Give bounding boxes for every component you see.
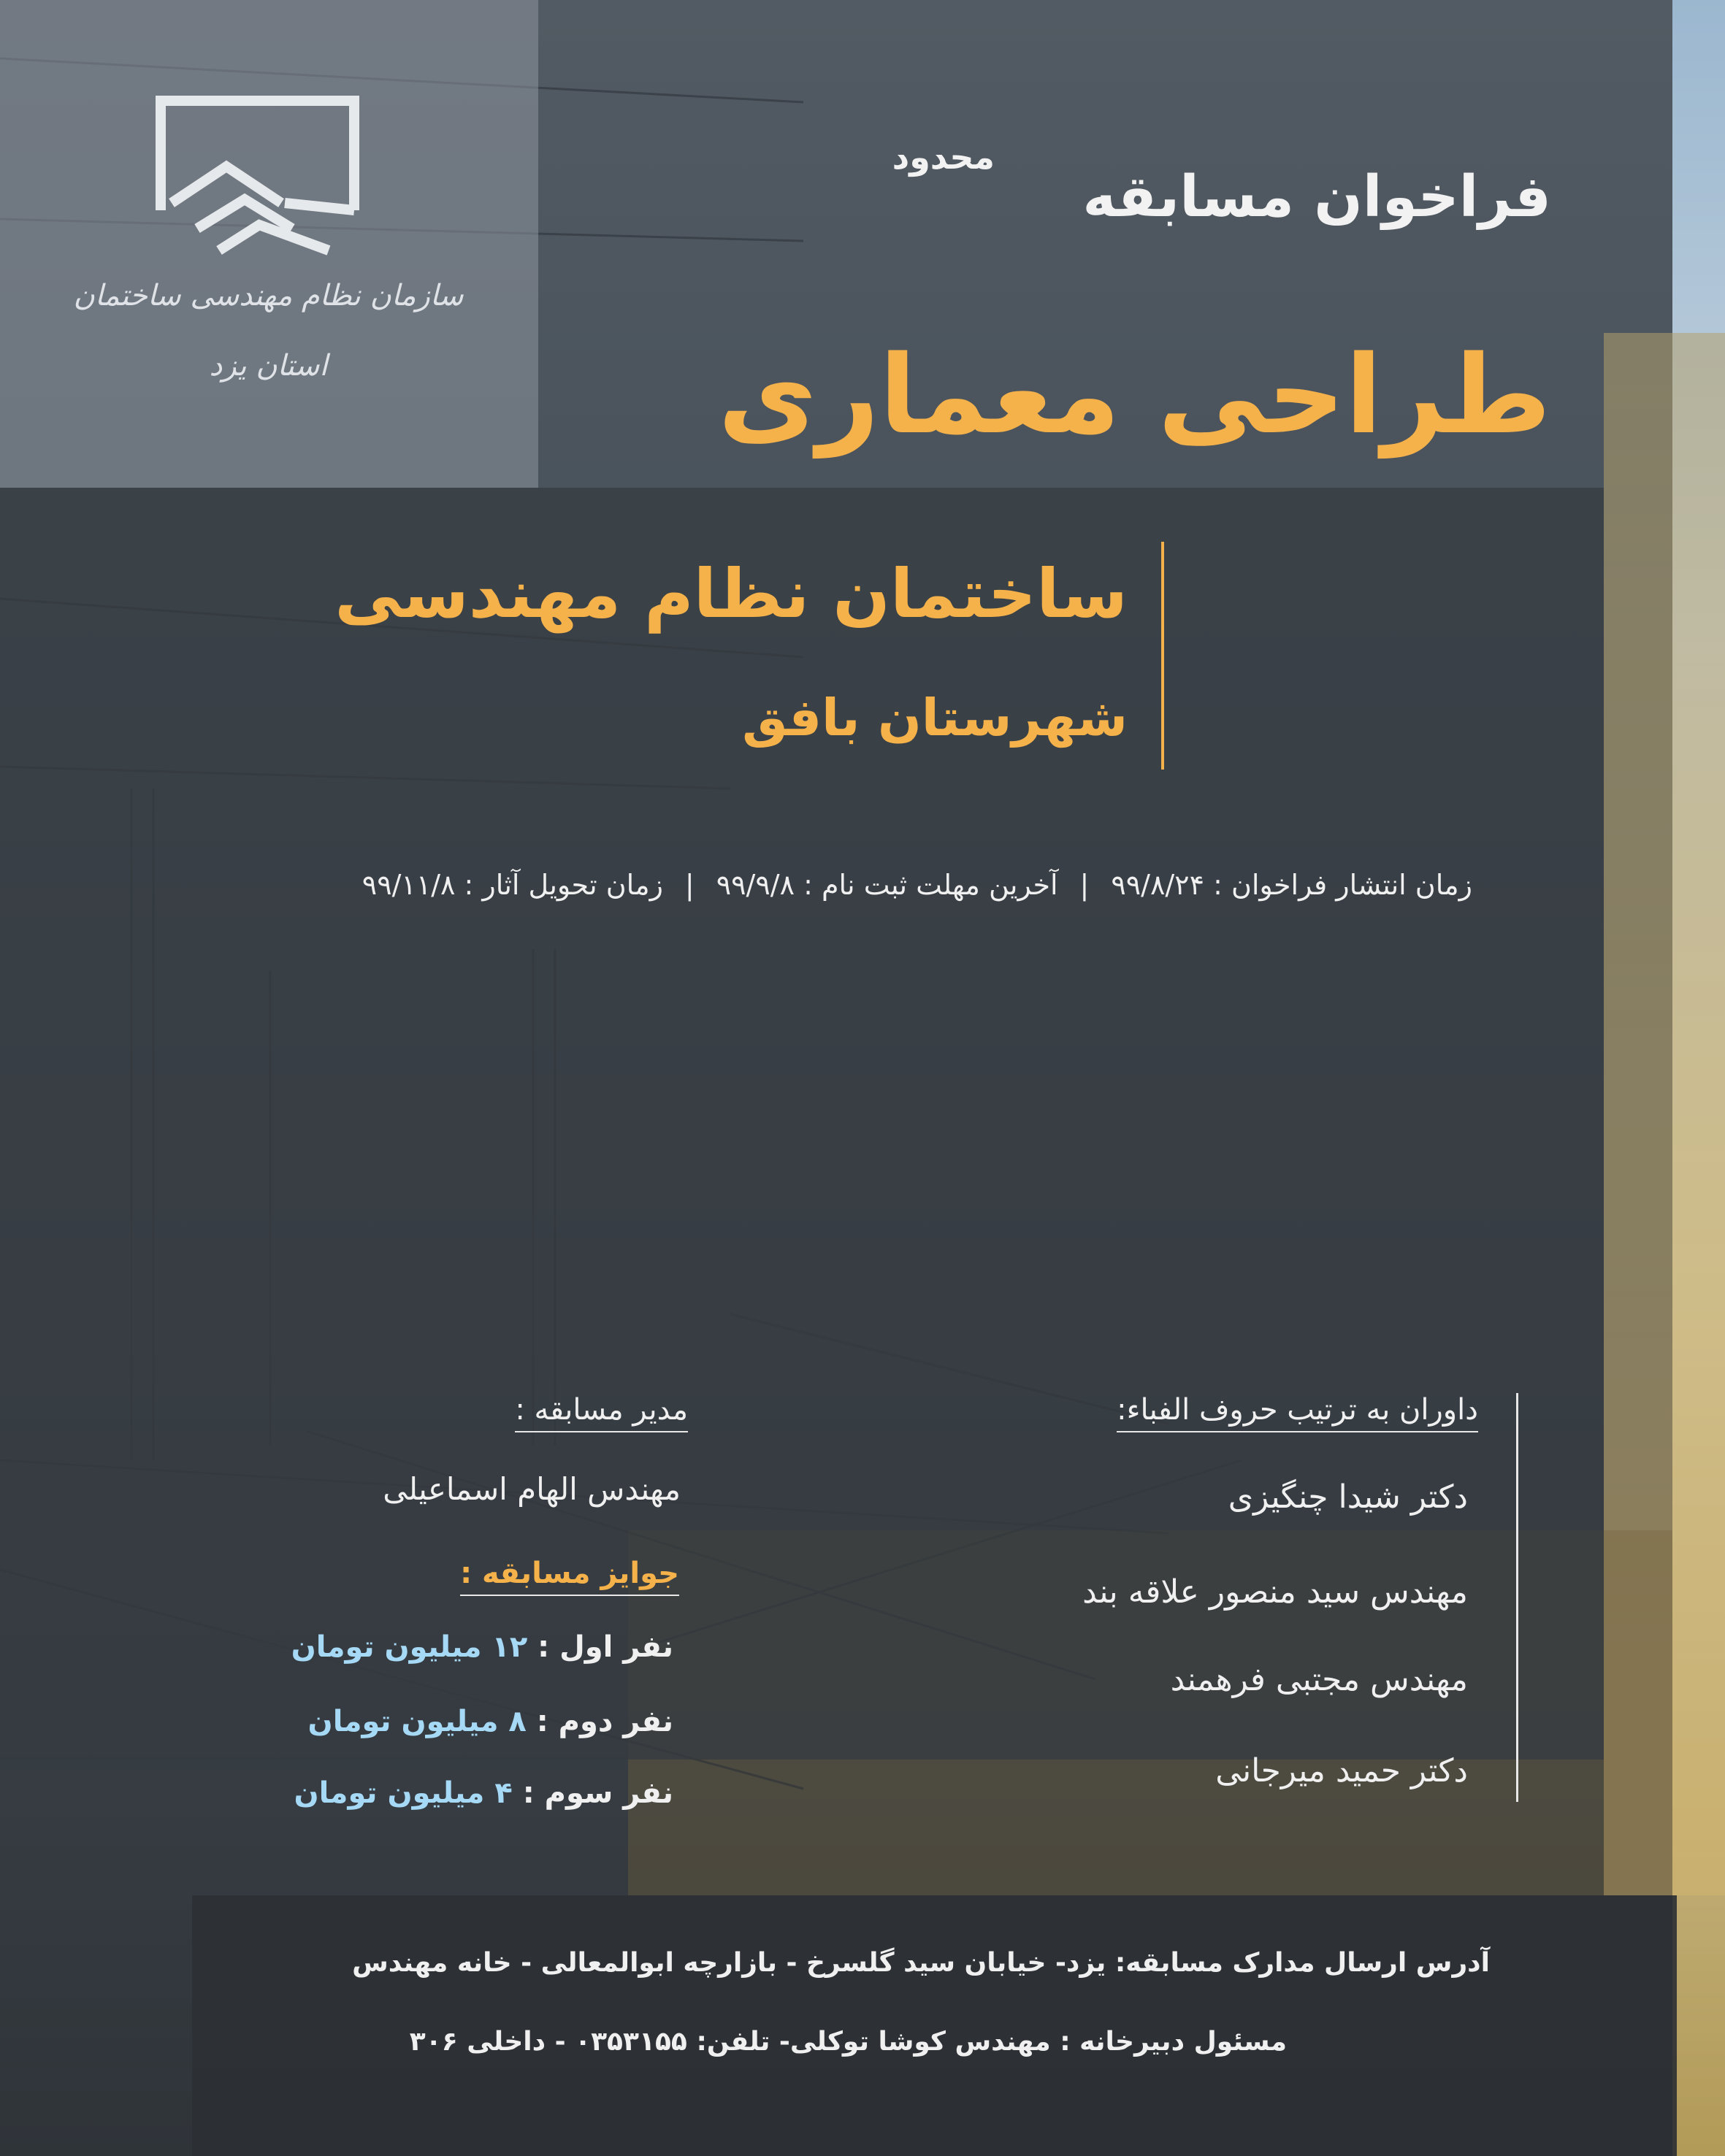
competition-call: فراخوان مسابقه	[1082, 164, 1551, 230]
house-logo-icon	[153, 93, 362, 258]
delivery-date: زمان تحویل آثار : ۹۹/۱۱/۸	[362, 869, 663, 901]
prize-rank: نفر اول :	[538, 1630, 673, 1664]
title-divider	[1161, 542, 1164, 770]
prize-second	[308, 1705, 673, 1738]
prize-rank: نفر سوم :	[522, 1776, 673, 1810]
dates-row	[362, 869, 1472, 901]
jury-member: مهندس سید منصور علاقه بند	[1082, 1573, 1468, 1611]
prize-amount: ۸ میلیون تومان	[307, 1705, 527, 1738]
subtitle-city: شهرستان بافق	[742, 688, 1128, 748]
prize-amount: ۱۲ میلیون تومان	[291, 1630, 528, 1664]
main-title: طراحی معماری	[718, 332, 1551, 458]
prize-rank: نفر دوم :	[536, 1705, 673, 1738]
footer-panel	[192, 1895, 1677, 2156]
jury-member: مهندس مجتبی فرهمند	[1170, 1661, 1468, 1698]
content-overlay	[0, 488, 1604, 1760]
subtitle-building: ساختمان نظام مهندسی	[334, 555, 1128, 633]
logo-province: استان یزد	[209, 349, 328, 383]
jury-heading: داوران به ترتیب حروف الفباء:	[1117, 1393, 1478, 1432]
prize-third	[294, 1776, 673, 1810]
manager-name: مهندس الهام اسماعیلی	[383, 1471, 681, 1507]
publish-date: زمان انتشار فراخوان : ۹۹/۸/۲۴	[1111, 869, 1472, 901]
logo-org-name: سازمان نظام مهندسی ساختمان	[73, 279, 464, 312]
secretariat-contact: مسئول دبیرخانه : مهندس کوشا توکلی- تلفن: ۰۳۵۳۱۵۵ - داخلی ۳۰۶	[409, 2027, 1287, 2057]
jury-member: دکتر شیدا چنگیزی	[1228, 1478, 1468, 1516]
date-separator: |	[1079, 869, 1090, 901]
submission-address: آدرس ارسال مدارک مسابقه: یزد- خیابان سید گلسرخ - بازارچه ابوالمعالی - خانه مهندس	[352, 1948, 1490, 1978]
prizes-heading: جوایز مسابقه :	[460, 1557, 679, 1596]
manager-heading: مدیر مسابقه :	[515, 1393, 688, 1432]
jury-divider	[1516, 1393, 1518, 1802]
jury-member: دکتر حمید میرجانی	[1215, 1752, 1468, 1789]
register-deadline: آخرین مهلت ثبت نام : ۹۹/۹/۸	[716, 869, 1058, 901]
prize-first	[291, 1630, 673, 1664]
prize-amount: ۴ میلیون تومان	[294, 1776, 513, 1810]
limited-label: محدود	[892, 137, 995, 177]
date-separator: |	[684, 869, 695, 901]
